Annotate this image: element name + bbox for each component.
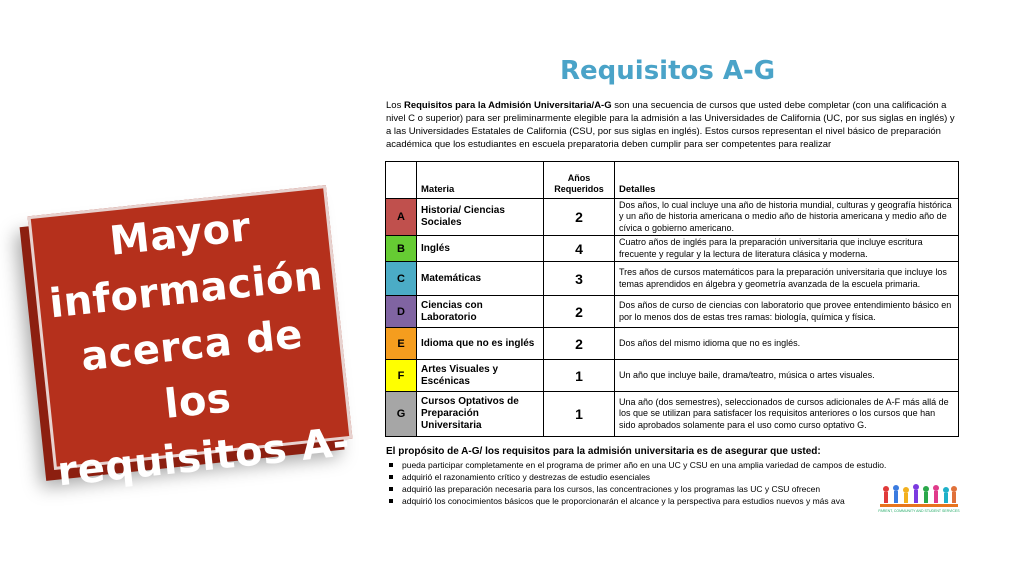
purpose-list — [386, 459, 946, 507]
header-details: Detalles — [615, 162, 959, 199]
list-item: adquirió los conocimientos básicos que le proporcionarán el alcance y la perspectiva para estudios nuevos y más ava — [386, 495, 946, 507]
details-cell: Tres años de cursos matemáticos para la preparación universitaria que incluye los temas aprendidos en álgebra y geometría avanzada de la escuela primaria. — [615, 262, 959, 296]
details-cell: Dos años de curso de ciencias con laboratorio que provee entendimiento básico en por lo menos dos de estas tres ramas: biología, química y física. — [615, 296, 959, 328]
details-cell: Un año que incluye baile, drama/teatro, música o artes visuales. — [615, 360, 959, 392]
header-years: Años Requeridos — [544, 162, 615, 199]
details-cell: Dos años del mismo idioma que no es inglés. — [615, 328, 959, 360]
subject-cell: Cursos Optativos de Preparación Universitaria — [417, 392, 544, 437]
subject-cell: Inglés — [417, 236, 544, 262]
purpose-heading: El propósito de A-G/ los requisitos para la admisión universitaria es de asegurar que usted: — [386, 446, 821, 457]
years-cell: 4 — [544, 236, 615, 262]
letter-cell: A — [386, 199, 417, 236]
table-row — [386, 296, 959, 328]
table-header-row — [386, 162, 959, 199]
list-item: adquirió el razonamiento crítico y destrezas de estudio esenciales — [386, 471, 946, 483]
intro-text-2: son una secuencia de cursos que usted debe completar (con una calificación a nivel C o superior) para ser preliminarmente elegible para la admisión a las Universidades de California (UC, por sus siglas en inglés) y a las Universidades Estatales de California (CSU, por sus siglas en inglés). Estos cursos representan el nivel básico de preparación académica que los estudiantes en escuela preparatoria deben cumplir para ser competentes para realizar — [386, 100, 955, 150]
table-row — [386, 392, 959, 437]
table-row — [386, 328, 959, 360]
people-group-icon — [878, 483, 960, 507]
info-panel-text: Mayor información acerca de los requisitos A-G — [47, 204, 353, 538]
years-cell: 2 — [544, 328, 615, 360]
letter-cell: F — [386, 360, 417, 392]
table-row — [386, 360, 959, 392]
info-panel — [27, 185, 353, 538]
requirements-table — [385, 161, 959, 437]
subject-cell: Idioma que no es inglés — [417, 328, 544, 360]
details-cell: Dos años, lo cual incluye una año de historia mundial, culturas y geografía histórica y un año de historia americana o medio año de historia americana y medio año de cívica o gobierno americano. — [615, 199, 959, 236]
years-cell: 1 — [544, 392, 615, 437]
intro-paragraph — [386, 99, 960, 151]
list-item: adquirió las preparación necesaria para los cursos, las concentraciones y los programas las UC y CSU ofrecen — [386, 483, 946, 495]
letter-cell: G — [386, 392, 417, 437]
pcss-logo — [878, 483, 960, 513]
details-cell: Una año (dos semestres), seleccionados de cursos adicionales de A-F más allá de los que se utilizan para satisfacer los requisitos anteriores o los cursos que han sido aprobados solamente para el uso como curso optativo G. — [615, 392, 959, 437]
subject-cell: Historia/ Ciencias Sociales — [417, 199, 544, 236]
table-row — [386, 236, 959, 262]
letter-cell: B — [386, 236, 417, 262]
details-cell: Cuatro años de inglés para la preparación universitaria que incluye escritura frecuente y regular y la lectura de literatura clásica y moderna. — [615, 236, 959, 262]
years-cell: 3 — [544, 262, 615, 296]
intro-text-1: Los — [386, 100, 404, 111]
years-cell: 2 — [544, 199, 615, 236]
table-row — [386, 262, 959, 296]
header-subject: Materia — [417, 162, 544, 199]
logo-caption: PARENT, COMMUNITY AND STUDENT SERVICES — [878, 509, 960, 513]
subject-cell: Ciencias con Laboratorio — [417, 296, 544, 328]
table-row — [386, 199, 959, 236]
letter-cell: E — [386, 328, 417, 360]
subject-cell: Matemáticas — [417, 262, 544, 296]
letter-cell: C — [386, 262, 417, 296]
header-letter — [386, 162, 417, 199]
list-item: pueda participar completamente en el programa de primer año en una UC y CSU en una amplia variedad de campos de estudio. — [386, 459, 946, 471]
page-title: Requisitos A-G — [560, 56, 776, 86]
subject-cell: Artes Visuales y Escénicas — [417, 360, 544, 392]
intro-bold: Requisitos para la Admisión Universitaria/A-G — [403, 100, 612, 111]
years-cell: 1 — [544, 360, 615, 392]
years-cell: 2 — [544, 296, 615, 328]
letter-cell: D — [386, 296, 417, 328]
